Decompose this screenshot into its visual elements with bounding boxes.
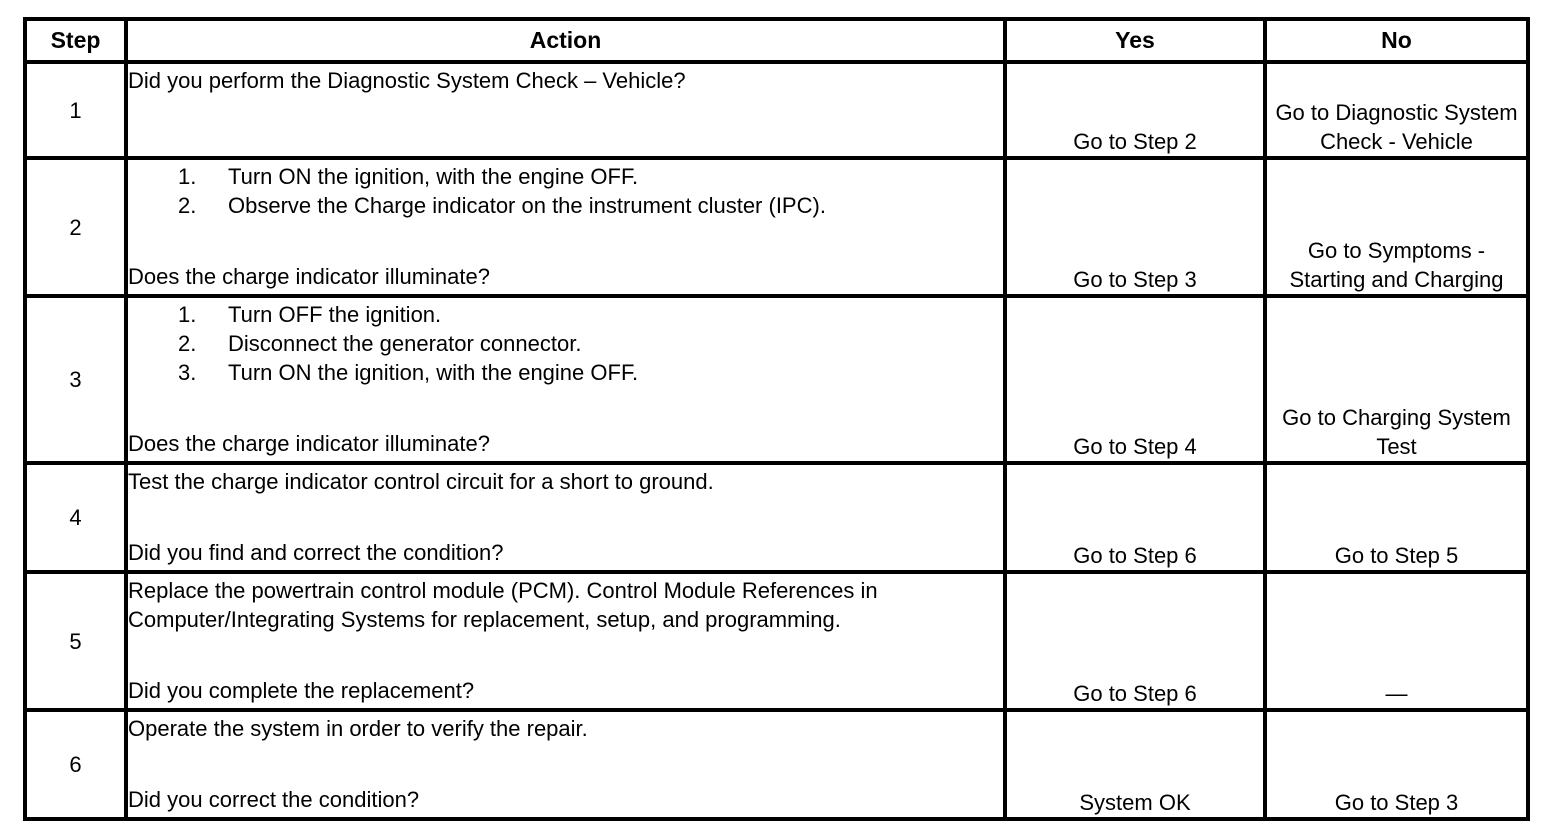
- action-steps-list: [128, 300, 1003, 387]
- list-item-number: 3.: [178, 360, 197, 385]
- header-row: [25, 19, 1528, 62]
- list-item-text: Disconnect the generator connector.: [228, 331, 582, 356]
- list-item: [128, 191, 1003, 220]
- list-item-text: Turn ON the ignition, with the engine OFF.: [228, 360, 639, 385]
- action-cell: [126, 710, 1005, 819]
- list-item-text: Turn OFF the ignition.: [228, 302, 442, 327]
- no-cell: Go to Step 3: [1265, 710, 1528, 819]
- list-item-number: 1.: [178, 302, 197, 327]
- header-action: Action: [126, 19, 1005, 62]
- table-row: [25, 62, 1528, 158]
- yes-cell: Go to Step 4: [1005, 296, 1265, 463]
- yes-cell: Go to Step 6: [1005, 463, 1265, 572]
- action-prompt: Operate the system in order to verify the repair.: [128, 716, 588, 741]
- header-yes: Yes: [1005, 19, 1265, 62]
- action-cell: [126, 62, 1005, 158]
- action-cell: [126, 463, 1005, 572]
- step-number: 3: [25, 296, 126, 463]
- action-question: Does the charge indicator illuminate?: [128, 431, 490, 456]
- list-item-number: 2.: [178, 193, 197, 218]
- yes-cell: Go to Step 3: [1005, 158, 1265, 296]
- yes-cell: Go to Step 6: [1005, 572, 1265, 710]
- step-number: 1: [25, 62, 126, 158]
- no-cell: —: [1265, 572, 1528, 710]
- step-number: 6: [25, 710, 126, 819]
- list-item: [128, 329, 1003, 358]
- list-item-text: Turn ON the ignition, with the engine OFF.: [228, 164, 639, 189]
- action-prompt: Test the charge indicator control circuit for a short to ground.: [128, 469, 714, 494]
- no-cell: Go to Step 5: [1265, 463, 1528, 572]
- step-number: 5: [25, 572, 126, 710]
- table-row: [25, 572, 1528, 710]
- action-prompt: Did you perform the Diagnostic System Check – Vehicle?: [128, 68, 686, 93]
- table-row: [25, 158, 1528, 296]
- diagnostic-table: [23, 17, 1530, 821]
- action-cell: [126, 572, 1005, 710]
- yes-cell: Go to Step 2: [1005, 62, 1265, 158]
- action-prompt: Replace the powertrain control module (PCM). Control Module References in Computer/Integrating Systems for replacement, setup, and programming.: [128, 578, 878, 632]
- table-row: [25, 296, 1528, 463]
- list-item-text: Observe the Charge indicator on the instrument cluster (IPC).: [228, 193, 826, 218]
- table-row: [25, 463, 1528, 572]
- step-number: 4: [25, 463, 126, 572]
- action-question: Did you find and correct the condition?: [128, 540, 504, 565]
- list-item-number: 1.: [178, 164, 197, 189]
- no-cell: Go to Diagnostic System Check - Vehicle: [1265, 62, 1528, 158]
- action-question: Did you correct the condition?: [128, 787, 420, 812]
- no-cell: Go to Charging System Test: [1265, 296, 1528, 463]
- no-cell: Go to Symptoms - Starting and Charging: [1265, 158, 1528, 296]
- step-number: 2: [25, 158, 126, 296]
- action-question: Does the charge indicator illuminate?: [128, 264, 490, 289]
- action-question: Did you complete the replacement?: [128, 678, 475, 703]
- action-cell: [126, 158, 1005, 296]
- header-step: Step: [25, 19, 126, 62]
- list-item: [128, 300, 1003, 329]
- list-item: [128, 358, 1003, 387]
- list-item-number: 2.: [178, 331, 197, 356]
- action-steps-list: [128, 162, 1003, 220]
- header-no: No: [1265, 19, 1528, 62]
- list-item: [128, 162, 1003, 191]
- yes-cell: System OK: [1005, 710, 1265, 819]
- action-cell: [126, 296, 1005, 463]
- table-row: [25, 710, 1528, 819]
